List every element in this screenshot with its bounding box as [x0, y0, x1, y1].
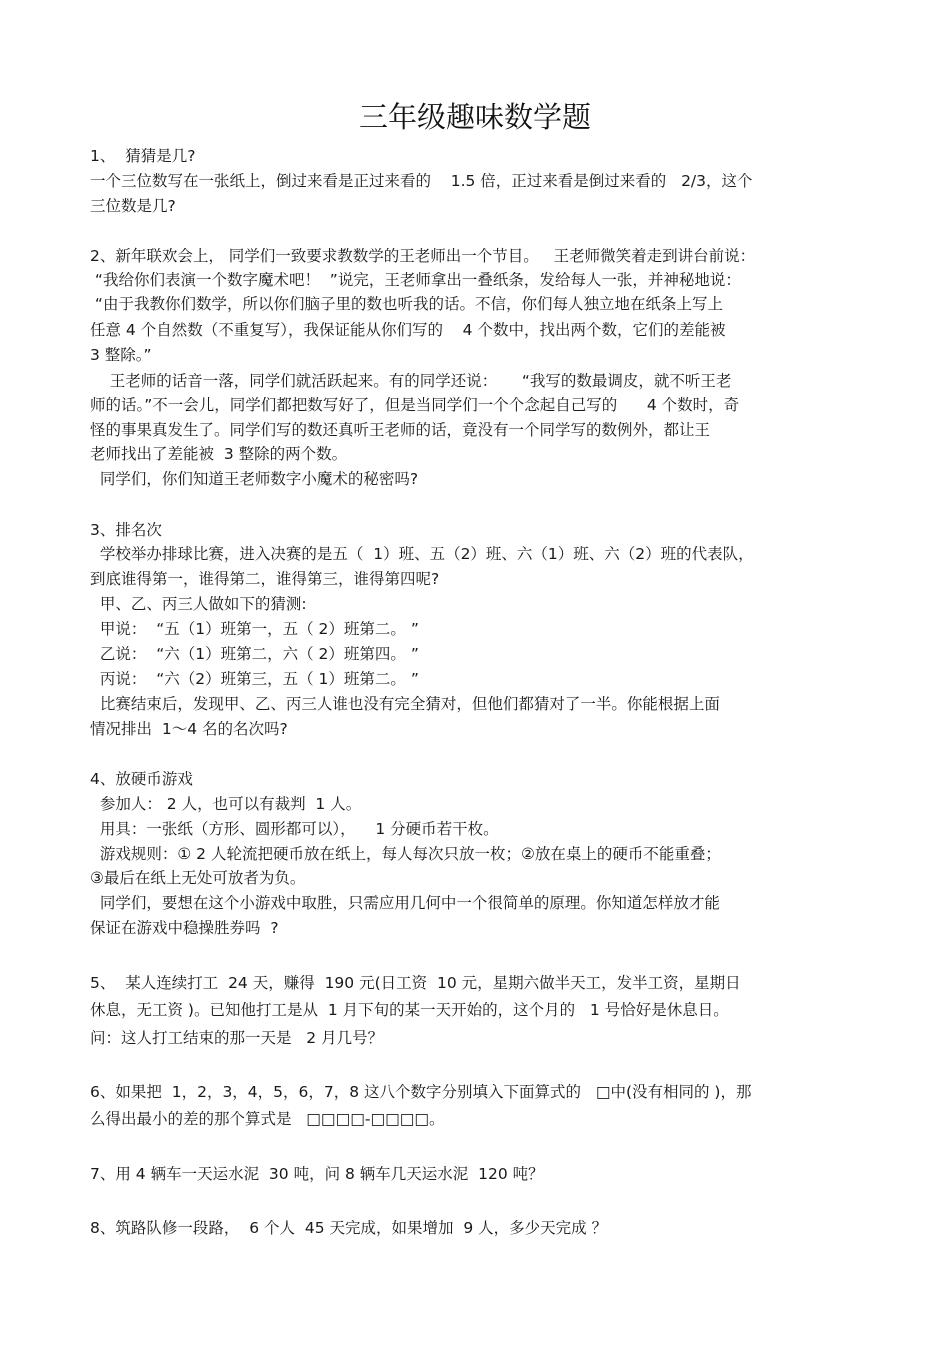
q4-line: 参加人： 2 人，也可以有裁判 1 人。 [90, 795, 362, 813]
q3-line: 甲说： “五（1）班第一，五（ 2）班第二。 ” [90, 620, 419, 638]
q5-line: 休息，无工资 )。已知他打工是从 1 月下旬的某一天开始的，这个月的 1 号恰好是休息日。 [90, 1001, 729, 1019]
q2-line: 怪的事果真发生了。同学们写的数还真听王老师的话，竟没有一个同学写的数例外，都让王 [90, 421, 711, 439]
q3-line: 丙说： “六（2）班第三，五（ 1）班第二。 ” [90, 670, 419, 688]
q8-line: 8、筑路队修一段路， 6 个人 45 天完成，如果增加 9 人，多少天完成 ？ [90, 1219, 608, 1237]
q2-line: 同学们，你们知道王老师数字小魔术的秘密吗? [90, 470, 419, 488]
q4-line: ③最后在纸上无处可放者为负。 [90, 869, 306, 887]
q2-line: 王老师的话音一落，同学们就活跃起来。有的同学还说： “我写的数最调皮，就不听王老 [90, 372, 732, 390]
q5-line: 5、 某人连续打工 24 天，赚得 190 元(日工资 10 元，星期六做半天工，发半工资，星期日 [90, 974, 741, 992]
q2-line: “我给你们表演一个数字魔术吧！ ”说完，王老师拿出一叠纸条，发给每人一张，并神秘地说： [90, 271, 741, 289]
q7-line: 7、用 4 辆车一天运水泥 30 吨，问 8 辆车几天运水泥 120 吨？ [90, 1165, 544, 1183]
q4-line: 保证在游戏中稳操胜券吗 ? [90, 919, 279, 937]
q5-line: 问：这人打工结束的那一天是 2 月几号？ [90, 1029, 384, 1047]
q4-line: 游戏规则：① 2 人轮流把硬币放在纸上，每人每次只放一枚；②放在桌上的硬币不能重叠； [90, 845, 721, 863]
q2-line: “由于我教你们数学，所以你们脑子里的数也听我的话。不信，你们每人独立地在纸条上写上 [90, 295, 723, 313]
q1-line: 三位数是几? [90, 197, 176, 215]
q3-line: 乙说： “六（1）班第二，六（ 2）班第四。 ” [90, 645, 419, 663]
q4-line: 用具：一张纸（方形、圆形都可以）， 1 分硬币若干枚。 [90, 820, 499, 838]
document-title: 三年级趣味数学题 [358, 100, 591, 134]
q1-line: 一个三位数写在一张纸上，倒过来看是正过来看的 1.5 倍，正过来看是倒过来看的 2/3，这个 [90, 172, 753, 190]
q2-line: 老师找出了差能被 3 整除的两个数。 [90, 445, 348, 463]
q3-line: 情况排出 1～4 名的名次吗? [90, 720, 288, 738]
q3-line: 比赛结束后，发现甲、乙、丙三人谁也没有完全猜对，但他们都猜对了一半。你能根据上面 [90, 695, 720, 713]
q3-line: 到底谁得第一，谁得第二，谁得第三，谁得第四呢? [90, 570, 440, 588]
q3-line: 3、排名次 [90, 521, 162, 539]
q4-line: 同学们，要想在这个小游戏中取胜，只需应用几何中一个很简单的原理。你知道怎样放才能 [90, 894, 720, 912]
q1-line: 1、 猜猜是几? [90, 147, 196, 165]
q2-line: 2、新年联欢会上， 同学们一致要求教数学的王老师出一个节目。 王老师微笑着走到讲台前说： [90, 247, 756, 265]
q2-line: 师的话。”不一会儿，同学们都把数写好了，但是当同学们一个个念起自己写的 4 个数时，奇 [90, 396, 740, 414]
q4-line: 4、放硬币游戏 [90, 770, 193, 788]
q3-line: 学校举办排球比赛，进入决赛的是五（ 1）班、五（2）班、六（1）班、六（2）班的代表队， [90, 545, 754, 563]
q6-line: 么得出最小的差的那个算式是 □□□□-□□□□。 [90, 1110, 445, 1128]
q3-line: 甲、乙、丙三人做如下的猜测: [90, 595, 307, 613]
q2-line: 3 整除。” [90, 346, 152, 364]
q6-line: 6、如果把 1，2，3，4，5，6，7，8 这八个数字分别填入下面算式的 □中(没有相同的 )，那 [90, 1083, 752, 1101]
q2-line: 任意 4 个自然数（不重复写），我保证能从你们写的 4 个数中，找出两个数，它们的差能被 [90, 321, 726, 339]
